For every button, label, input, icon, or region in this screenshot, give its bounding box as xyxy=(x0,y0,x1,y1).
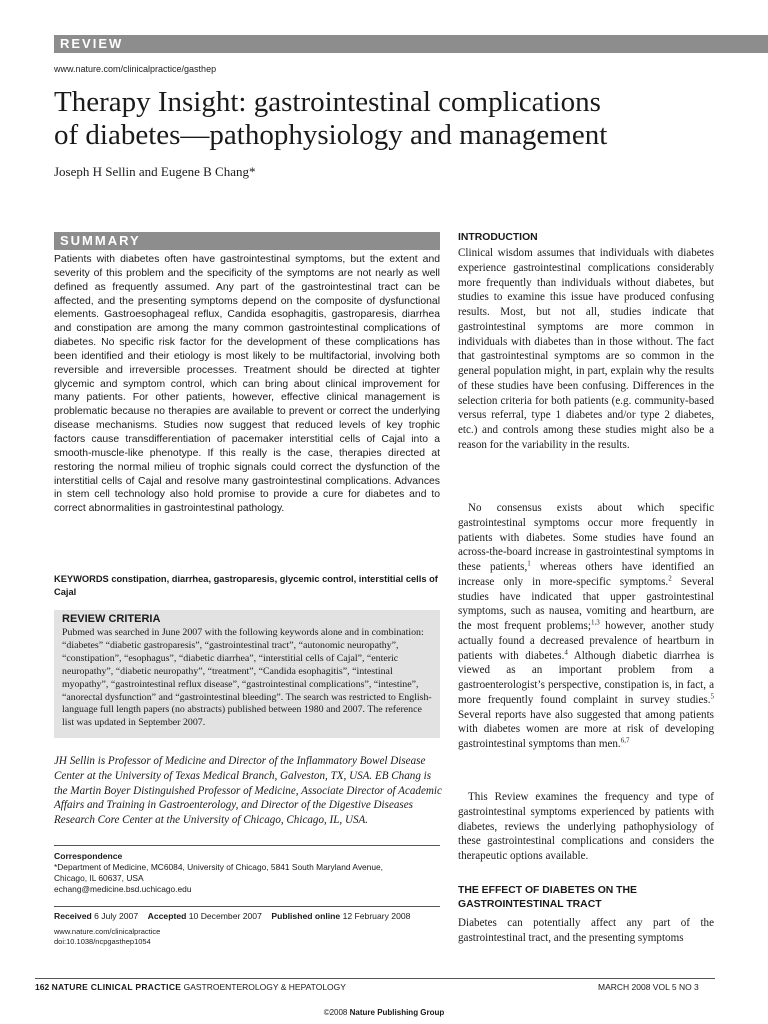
correspondence-email[interactable]: echang@medicine.bsd.uchicago.edu xyxy=(54,884,192,894)
review-section-bar xyxy=(54,35,768,53)
received-date: 6 July 2007 xyxy=(94,911,139,921)
review-criteria-box xyxy=(54,610,440,738)
summary-label: SUMMARY xyxy=(60,233,141,248)
footer-journal xyxy=(35,982,346,992)
divider xyxy=(54,845,440,846)
section-label: REVIEW xyxy=(60,36,124,51)
introduction-paragraph-2 xyxy=(458,501,714,752)
heading-line: THE EFFECT OF DIABETES ON THE xyxy=(458,885,637,896)
summary-section-bar xyxy=(54,232,440,250)
keywords: KEYWORDS constipation, diarrhea, gastroparesis, glycemic control, interstitial cells of Cajal xyxy=(54,574,438,597)
reference-marker[interactable]: 1,3 xyxy=(590,618,600,627)
text-run: No consensus exists about which specific gastrointestinal symptoms occur more frequently in patients with diabetes. Some studies have found an across-the-board increase in gastrointestinal symptoms in these patients, xyxy=(458,502,714,573)
divider xyxy=(54,906,440,907)
journal-url[interactable]: www.nature.com/clinicalpractice/gasthep xyxy=(54,64,217,74)
received-label: Received xyxy=(54,911,92,921)
text-run: Although diabetic diarrhea is viewed as an important problem from a gastroenterologist’s perspective, constipation is, in fact, a more frequently found complaint in survey studies. xyxy=(458,649,714,706)
text-run: Several reports have also suggested that among patients with diabetes women are more at risk of developing gastrointestinal symptoms than men. xyxy=(458,708,714,750)
heading-line: GASTROINTESTINAL TRACT xyxy=(458,899,602,910)
introduction-heading: INTRODUCTION xyxy=(458,232,538,243)
text-run: however, another study actually found a decreased prevalence of heartburn in patients with diabetes. xyxy=(458,620,714,662)
review-criteria-text: Pubmed was searched in June 2007 with the following keywords alone and in combination: “diabetes” “diabetic gastroparesis”, “gastrointestinal tract”, “autonomic neuropathy”, “constipation”, “esophagus”, “diabetic diarrhea”, “interstitial cells of Cajal”, “enteric neuropathy”, “diabetic neuropathy”, “treatment”, “Candida esophagitis”, “intestinal myopathy”, “gastrointestinal reflux disease”, “gastrointestinal complications”, “intestine”, “anorectal dysfunction” and “gastrointestinal bleeding”. The search was restricted to English-language full length papers (no abstracts) published between 1980 and 2007. The reference list was updated in September 2007. xyxy=(62,627,432,729)
journal-name: NATURE CLINICAL PRACTICE xyxy=(51,982,182,992)
doi-block xyxy=(54,927,160,946)
correspondence-address-line: *Department of Medicine, MC6084, University of Chicago, 5841 South Maryland Avenue, xyxy=(54,862,383,872)
article-doi[interactable]: doi:10.1038/ncpgasthep1054 xyxy=(54,936,151,946)
accepted-label: Accepted xyxy=(147,911,187,921)
published-date: 12 February 2008 xyxy=(342,911,411,921)
introduction-paragraph-3: This Review examines the frequency and type of gastrointestinal symptoms experienced by patients with diabetes, reviews the underlying pathophysiology of these gastrointestinal complications and considers the therapeutic options available. xyxy=(458,791,714,862)
article-title xyxy=(54,86,754,152)
article-authors: Joseph H Sellin and Eugene B Chang* xyxy=(54,164,256,179)
author-affiliation: JH Sellin is Professor of Medicine and Director of the Inflammatory Bowel Disease Center at the University of Texas Medical Branch, Galveston, TX, USA. EB Chang is the Martin Boyer Distinguished Professor of Medicine, Associate Director of Academic Affairs and Training in Gastroenterology, and Director of the Digestive Diseases Research Core Center at the University of Chicago, Chicago, IL, USA. xyxy=(54,755,442,827)
correspondence-address-line: Chicago, IL 60637, USA xyxy=(54,873,144,883)
reference-marker[interactable]: 2 xyxy=(668,574,672,583)
text-run: whereas others have identified an increase only in more-specific symptoms. xyxy=(458,561,714,588)
review-criteria-heading: REVIEW CRITERIA xyxy=(62,613,161,625)
correspondence-heading: Correspondence xyxy=(54,851,123,861)
accepted-date: 10 December 2007 xyxy=(188,911,262,921)
summary-text: Patients with diabetes often have gastrointestinal symptoms, but the extent and severity of this problem and the specificity of the symptoms are not nearly as well defined as frequently assumed. Any part of the gastrointestinal tract can be affected, and the presenting symptoms depend on the composite of dysfunctional elements. Gastroesophageal reflux, Candida esophagitis, gastroparesis, diarrhea and constipation are among the many common gastrointestinal complications of diabetes. No specific risk factor for the development of these complications has been identified and their etiology is most likely to be multifactorial, involving both reversible and irreversible processes. Treatment should be directed at tighter glycemic and symptom control, which can bring about clinical improvement for many patients. For other patients, however, effective clinical management is problematic because no therapies are available to prevent or correct the underlying disease mechanisms. Studies now suggest that reduced levels of key trophic factors cause transdifferentiation of pacemaker interstitial cells of Cajal into a smooth-muscle-like phenotype. If this really is the case, therapies directed at restoring the normal milieu of trophic signals could correct the dysfunction of the interstitial cells of Cajal and resolve many gastrointestinal complications. Advances in stem cell technology also hold promise to provide a cure for diabetes and to correct abnormalities in gastrointestinal pathology. xyxy=(54,254,440,515)
effect-section-paragraph: Diabetes can potentially affect any part of the gastrointestinal tract, and the presenting symptoms xyxy=(458,917,714,944)
reference-marker[interactable]: 5 xyxy=(710,692,714,701)
issue-info: MARCH 2008 VOL 5 NO 3 xyxy=(598,982,699,992)
article-dates xyxy=(54,911,410,921)
journal-subject: GASTROENTEROLOGY & HEPATOLOGY xyxy=(183,982,346,992)
correspondence-block xyxy=(54,851,440,895)
reference-marker[interactable]: 4 xyxy=(564,647,568,656)
effect-section-heading xyxy=(458,884,714,912)
article-url[interactable]: www.nature.com/clinicalpractice xyxy=(54,927,161,936)
reference-marker[interactable]: 1 xyxy=(527,559,531,568)
copyright xyxy=(0,1008,768,1017)
introduction-paragraph-1: Clinical wisdom assumes that individuals with diabetes experience gastrointestinal complications considerably more frequently than individuals without diabetes, but studies to examine this issue have produced confusing results. Most, but not all, studies indicate that gastrointestinal symptoms are more common in individuals with diabetes than in those without. The fact that gastrointestinal symptoms are so common in the general population might, in part, explain why the results of these studies have been confusing. Differences in the selection criteria for both patients (e.g. community-based versus referral, type 1 diabetes and/or type 2 diabetes, etc.) and controls among these studies might also be a reason for the variability in the results. xyxy=(458,247,714,451)
title-line-2: of diabetes—pathophysiology and management xyxy=(54,119,608,151)
page-number: 162 xyxy=(35,982,50,992)
published-label: Published online xyxy=(271,911,341,921)
copyright-year: ©2008 xyxy=(323,1008,348,1017)
footer-divider xyxy=(35,978,715,979)
publisher-name: Nature Publishing Group xyxy=(349,1008,445,1017)
text-run: Several studies have indicated that upper gastrointestinal symptoms, such as nausea, vomiting and heartburn, are the most frequent problems; xyxy=(458,575,715,632)
reference-marker[interactable]: 6,7 xyxy=(620,736,630,745)
title-line-1: Therapy Insight: gastrointestinal complications xyxy=(54,86,601,118)
